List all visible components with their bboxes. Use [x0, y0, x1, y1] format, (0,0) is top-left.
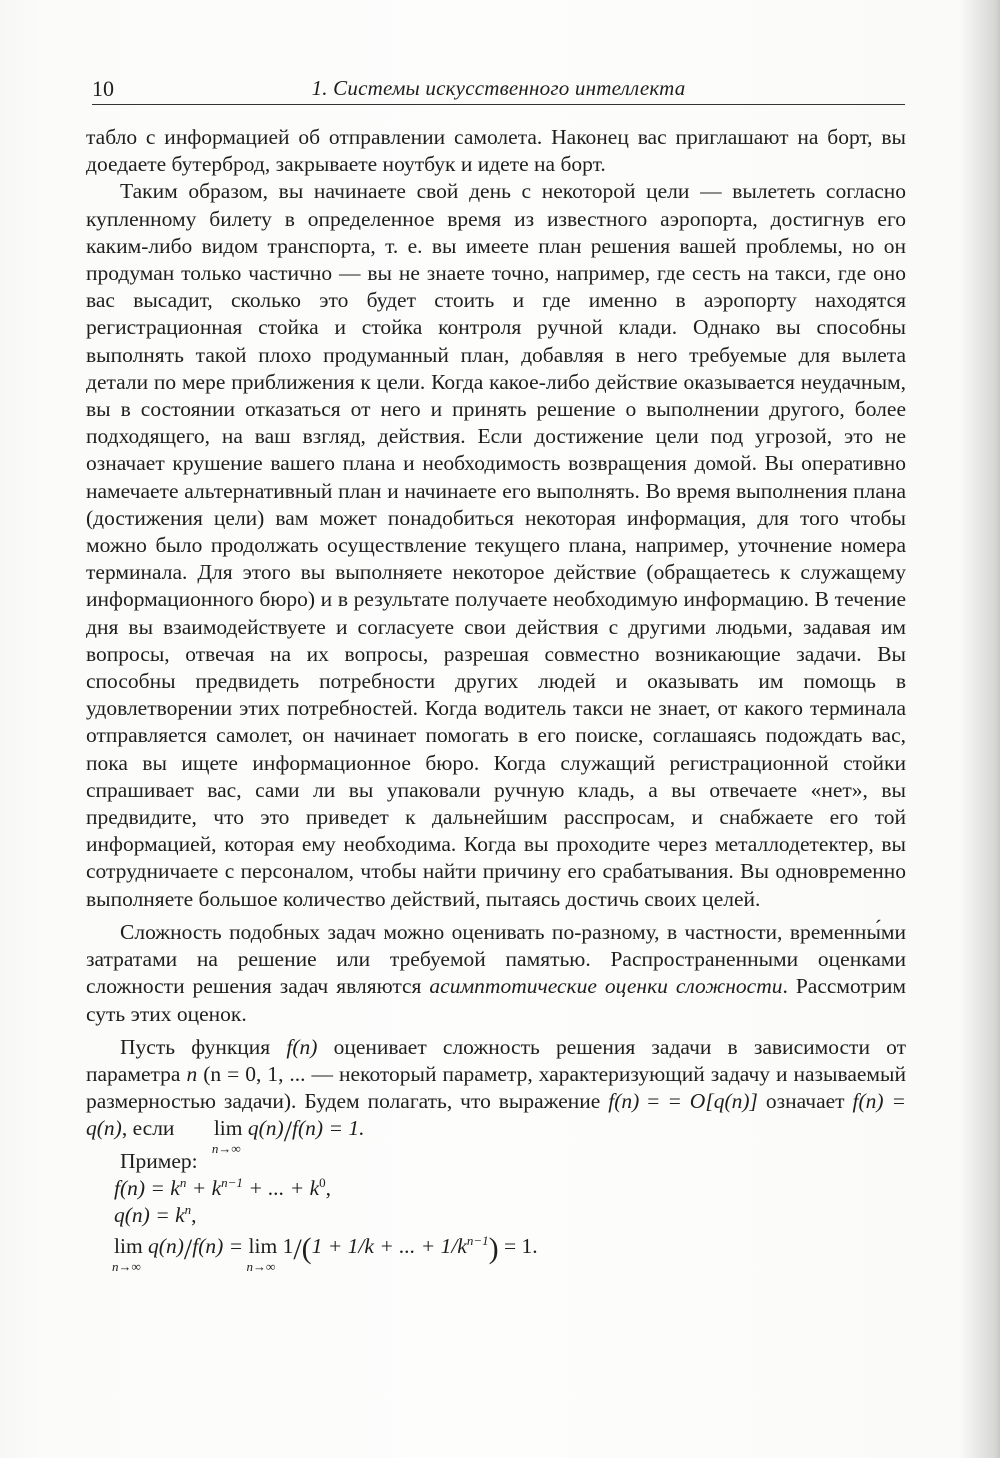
math-n: n: [186, 1061, 198, 1086]
limit-operator-3: [246, 1233, 278, 1275]
math-f-eq-q: f(n) = q(n): [86, 1089, 906, 1141]
definition-text-d: означает: [757, 1089, 853, 1114]
definition-text-c: — некоторый параметр, характеризующий задачу и называемый размерностью задачи). Будем полагать, что выражение: [86, 1061, 906, 1114]
limit-subscript: n→∞: [211, 1141, 241, 1157]
open-paren: (: [301, 1232, 312, 1266]
ex3-one: 1: [282, 1234, 294, 1259]
math-n-values: (n = 0, 1, ...: [203, 1061, 306, 1086]
chapter-title: 1. Системы искусственного интеллекта: [311, 76, 686, 100]
ex2-sup: n: [184, 1201, 192, 1217]
ex1-end: ,: [325, 1175, 331, 1200]
fraction-slash: /: [283, 1115, 293, 1149]
ex1-sup3: 0: [319, 1174, 326, 1190]
limit-label-3: lim: [248, 1234, 278, 1259]
ex1-tail: + ... + k: [242, 1175, 320, 1200]
example-formula-f: [86, 1175, 906, 1202]
page-number: 10: [92, 76, 114, 101]
paragraph-complexity-end: . Рассмотрим суть этих оценок.: [86, 974, 906, 1026]
ex1-sup1: n: [179, 1174, 187, 1190]
definition-text-a: Пусть функция: [120, 1034, 287, 1059]
ex1-mid: + k: [186, 1175, 222, 1200]
paragraph-complexity-start: Сложность подобных задач можно оценивать по-разному, в частности, временны́ми затратами на решение или требуемой памятью. Распространенными оценками сложности решения задач являются: [86, 919, 906, 999]
limit-label: lim: [213, 1116, 243, 1141]
ex2-end: ,: [191, 1202, 197, 1227]
paragraph-definition: [86, 1034, 906, 1157]
ex3-inner: 1 + 1/k + ... + 1/k: [311, 1234, 467, 1259]
ex2-lhs: q(n) = k: [114, 1202, 185, 1227]
limit-operator: [180, 1115, 243, 1157]
paragraph-continuation: табло с информацией об отправлении самолета. Наконец вас приглашают на борт, вы доедаете бутерброд, закрываете ноутбук и идете на борт.: [86, 125, 906, 177]
math-f-n-2: f(n): [608, 1089, 640, 1114]
definition-text-b: оценивает сложность решения задачи в зависимости от параметра: [86, 1034, 906, 1086]
ex1-lhs: f(n) = k: [114, 1175, 180, 1200]
example-label: Пример:: [120, 1148, 198, 1173]
limit-subscript-2: n→∞: [112, 1259, 141, 1275]
limit-subscript-3: n→∞: [246, 1259, 276, 1275]
math-f-n-eq-1: f(n) = 1.: [292, 1116, 365, 1141]
body-text: [86, 124, 906, 1275]
ex1-sup2: n−1: [221, 1174, 243, 1190]
ex3-q: q(n): [148, 1234, 184, 1259]
page-edge-shadow: [994, 0, 1000, 1458]
math-q-n: q(n): [247, 1116, 284, 1141]
ex3-f: f(n) =: [192, 1234, 249, 1259]
paragraph-complexity: [86, 919, 906, 1028]
limit-label-2: lim: [114, 1234, 143, 1259]
example-formula-q: [86, 1202, 906, 1229]
math-o-expression: = O[q(n)]: [667, 1089, 758, 1114]
example-formula-limit: [86, 1232, 906, 1275]
math-equals: =: [639, 1089, 660, 1114]
math-f-n: f(n): [286, 1034, 318, 1059]
close-paren: ): [488, 1232, 499, 1266]
ex3-sup: n−1: [466, 1233, 489, 1249]
definition-text-e: , если: [121, 1116, 180, 1141]
fraction-slash-3: /: [293, 1233, 302, 1267]
running-header: [92, 74, 905, 105]
term-asymptotic-estimates: асимптотические оценки сложности: [429, 974, 783, 999]
limit-operator-2: [112, 1233, 143, 1275]
fraction-slash-2: /: [183, 1233, 193, 1267]
ex3-end: = 1.: [498, 1234, 538, 1259]
paragraph-airport-plan: Таким образом, вы начинаете свой день с некоторой цели — вылететь согласно купленному билету в определенное время из известного аэропорта, достигнув его каким-либо видом транспорта, т. е. вы имеете план решения вашей проблемы, но он продуман только частично — вы не знаете точно, например, где сесть на такси, где оно вас высадит, сколько это будет стоить и где именно в аэропорту находятся регистрационная стойка и стойка контроля ручной клади. Однако вы способны выполнять такой плохо продуманный план, добавляя в него требуемые для вылета детали по мере приближения к цели. Когда какое-либо действие оказывается неудачным, вы в состоянии отказаться от него и принять решение о выполнении другого, более подходящего, на ваш взгляд, действия. Если достижение цели под угрозой, это не означает крушение вашего плана и необходимость возвращения домой. Вы оперативно намечаете альтернативный план и начинаете его выполнять. Во время выполнения плана (достижения цели) вам может понадобиться некоторая информация, для того чтобы можно было продолжать осуществление текущего плана, например, уточнение номера терминала. Для этого вы выполняете некоторое действие (обращаетесь к служащему информационного бюро) и в результате получаете необходимую информацию. В течение дня вы взаимодействуете и согласуете свои действия с другими людьми, задавая им вопросы, отвечая на их вопросы, разрешая совместно возникающие задачи. Вы способны предвидеть потребности других людей и оказывать им помощь в удовлетворении этих потребностей. Когда водитель такси не знает, от какого терминала отправляется самолет, он начинает помогать в его поиске, соглашаясь подождать вас, пока вы ищете информационное бюро. Когда служащий регистрационной стойки спрашивает вас, сами ли вы упаковали ручную кладь, а вы отвечаете «нет», вы предвидите, что это приведет к дальнейшим расспросам, и снабжаете его той информацией, которая ему необходима. Когда вы проходите через металлодетектер, вы сотрудничаете с персоналом, чтобы найти причину его срабатывания. Вы одновременно выполняете большое количество действий, пытаясь достичь своих целей.: [86, 179, 906, 911]
